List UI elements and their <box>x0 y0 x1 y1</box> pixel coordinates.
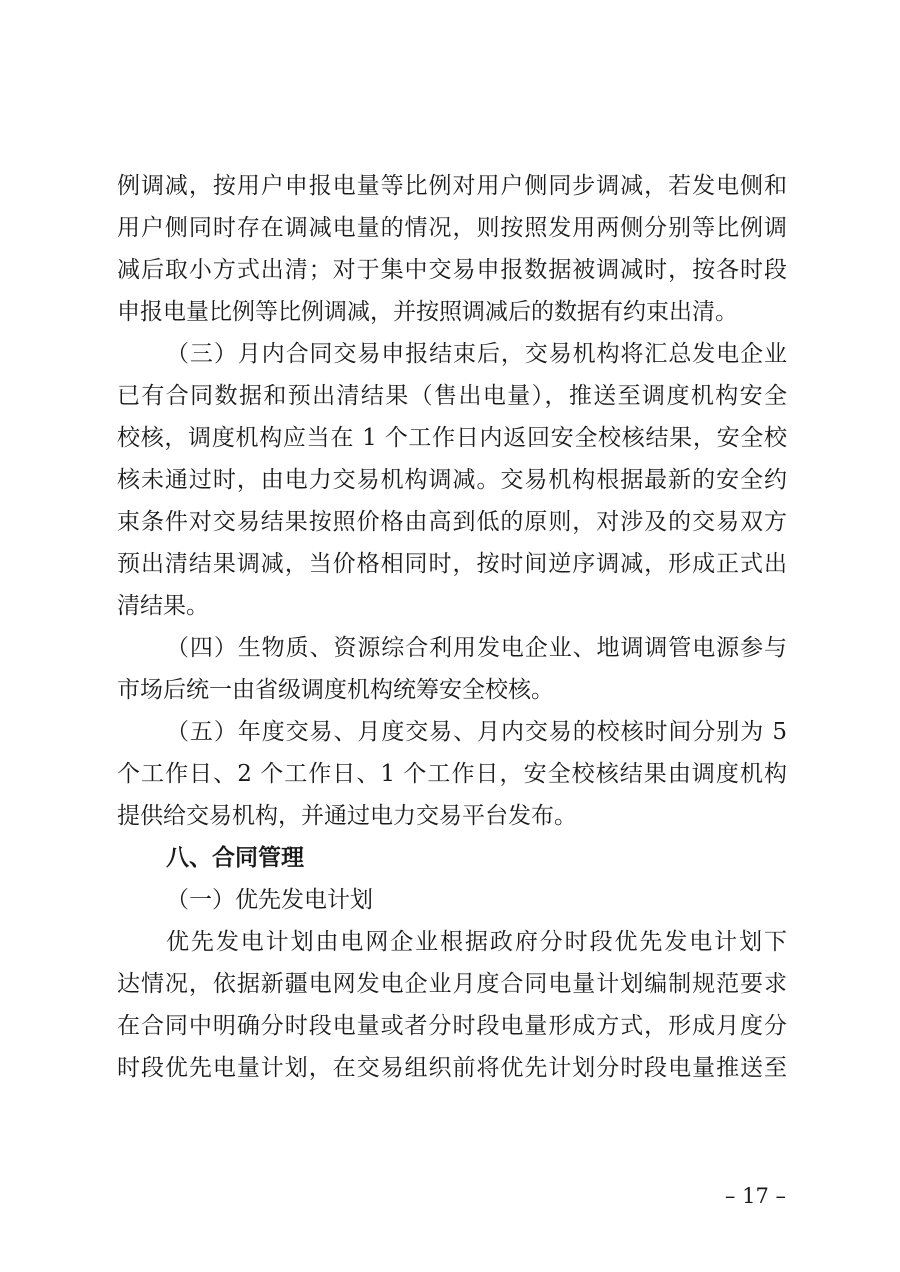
text-line: 束条件对交易结果按照价格由高到低的原则，对涉及的交易双方 <box>117 509 787 535</box>
text-line: 优先发电计划由电网企业根据政府分时段优先发电计划下 <box>166 929 787 955</box>
text-line: 在合同中明确分时段电量或者分时段电量形成方式，形成月度分 <box>117 1013 787 1039</box>
text-line: 预出清结果调减，当价格相同时，按时间逆序调减，形成正式出 <box>117 551 787 577</box>
text-line: 达情况，依据新疆电网发电企业月度合同电量计划编制规范要求 <box>117 971 787 997</box>
text-line: 个工作日、2 个工作日、1 个工作日，安全校核结果由调度机构 <box>117 761 787 787</box>
text-line: （五）年度交易、月度交易、月内交易的校核时间分别为 5 <box>166 719 787 745</box>
text-line: 提供给交易机构，并通过电力交易平台发布。 <box>117 803 577 829</box>
text-line: 时段优先电量计划，在交易组织前将优先计划分时段电量推送至 <box>117 1055 787 1081</box>
section-heading: 八、合同管理 <box>166 845 304 871</box>
text-line: 已有合同数据和预出清结果（售出电量），推送至调度机构安全 <box>117 383 787 409</box>
text-line: （四）生物质、资源综合利用发电企业、地调调管电源参与 <box>166 635 787 661</box>
subsection-heading: （一）优先发电计划 <box>166 887 373 913</box>
text-line: 例调减，按用户申报电量等比例对用户侧同步调减，若发电侧和 <box>117 173 787 199</box>
text-line: 减后取小方式出清；对于集中交易申报数据被调减时，按各时段 <box>117 257 787 283</box>
text-line: 申报电量比例等比例调减，并按照调减后的数据有约束出清。 <box>117 299 738 325</box>
text-line: 清结果。 <box>117 593 209 619</box>
text-line: （三）月内合同交易申报结束后，交易机构将汇总发电企业 <box>166 341 787 367</box>
text-line: 市场后统一由省级调度机构统筹安全校核。 <box>117 677 554 703</box>
text-line: 校核，调度机构应当在 1 个工作日内返回安全校核结果，安全校 <box>117 425 787 451</box>
text-line: 用户侧同时存在调减电量的情况，则按照发用两侧分别等比例调 <box>117 215 787 241</box>
page-number: – 17 – <box>724 1184 786 1208</box>
text-line: 核未通过时，由电力交易机构调减。交易机构根据最新的安全约 <box>117 467 787 493</box>
